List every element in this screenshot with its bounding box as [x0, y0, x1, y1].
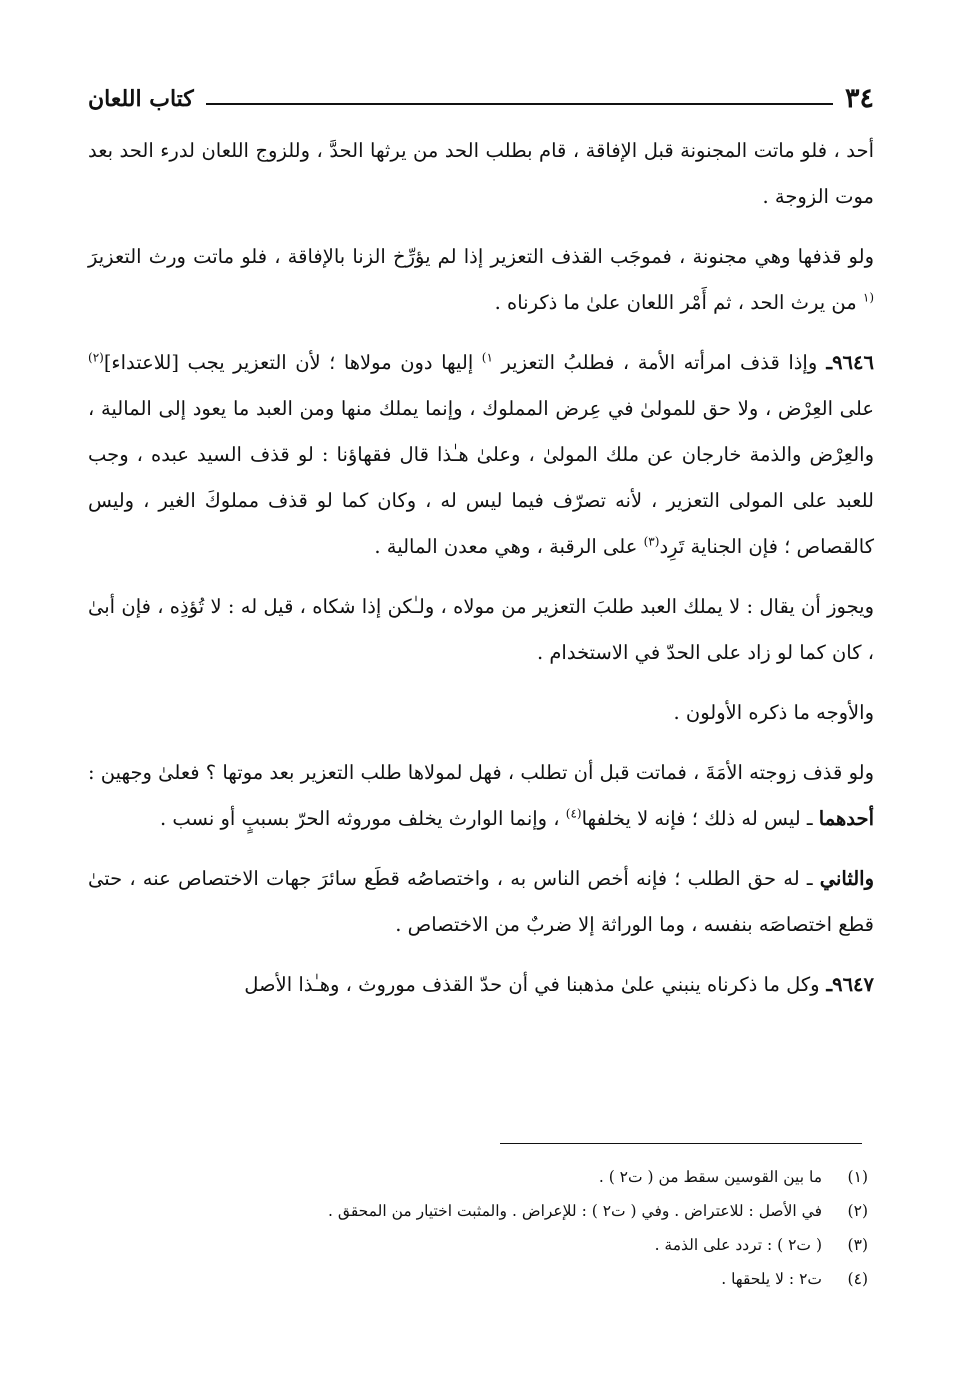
bold-term: والثاني	[819, 867, 874, 890]
paragraph	[88, 340, 874, 570]
paragraph-text: أحد ، فلو ماتت المجنونة قبل الإفاقة ، قام بطلب الحد من يرثها الحدَّ ، وللزوج اللعان لدرء الحد بعد موت الزوجة .	[88, 139, 874, 208]
paragraph	[88, 962, 874, 1008]
paragraph-text: وكل ما ذكرناه ينبني علىٰ مذهبنا في أن حدّ القذف موروث ، وهـٰذا الأصل	[244, 973, 820, 996]
paragraph	[88, 584, 874, 676]
paragraph	[88, 750, 874, 842]
footnote-number: (٤)	[847, 1270, 868, 1288]
footnote	[88, 1194, 868, 1228]
section-number: ٩٦٤٦ـ	[817, 351, 874, 374]
footnote-marker: (٢)	[88, 350, 104, 365]
footnote-text: في الأصل : للاعتراض . وفي ( ت٢ ) : للإعراض . والمثبت اختيار من المحقق .	[328, 1202, 822, 1220]
footnotes	[88, 1160, 868, 1296]
footnote-number: (٣)	[847, 1236, 868, 1254]
paragraph-text: على العِرْض ، ولا حق للمولىٰ في عِرض المملوك ، وإنما يملك منها ومن العبد ما يعود إلى المالية ، والعِرْض والذمة خارجان عن ملك المولىٰ ، وعلىٰ هـٰذا قال فقهاؤنا : لو قذف السيد عبده ، وجب للعبد على المولى التعزير ، لأنه تصرّف فيما ليس له ، وكان كما لو قذف مملوكَ الغير ، وليس كالقصاص ؛ فإن الجناية تَرِد	[88, 397, 874, 558]
paragraph-text: على الرقبة ، وهي معدن المالية .	[374, 535, 644, 558]
paragraph-text: من يرث الحد ، ثم أَمْر اللعان علىٰ ما ذكرناه .	[494, 291, 863, 314]
paragraph-text: إليها دون مولاها ؛ لأن التعزير يجب [للاعتداء]	[103, 351, 482, 374]
footnote	[88, 1228, 868, 1262]
footnote-text: ما بين القوسين سقط من ( ت٢ ) .	[598, 1168, 822, 1186]
paragraph-text: ويجوز أن يقال : لا يملك العبد طلبَ التعزير من مولاه ، ولـٰكن إذا شكاه ، قيل له : لا تُؤذِه ، فإن أبىٰ ، كان كما لو زاد على الحدّ في الاستخدام .	[88, 595, 874, 664]
paragraph	[88, 128, 874, 220]
footnote-text: ت٢ : لا يلحقها .	[721, 1270, 822, 1288]
chapter-title: كتاب اللعان	[88, 86, 194, 112]
paragraph-text: ولو قذف زوجته الأمَةَ ، فماتت قبل أن تطلب ، فهل لمولاها طلب التعزير بعد موتها ؟ فعلىٰ وجهين :	[88, 761, 874, 784]
header-rule	[206, 103, 833, 105]
footnote-marker: (٤)	[565, 806, 582, 821]
footnote-text: ( ت٢ ) : تردد على الذمة .	[654, 1236, 822, 1254]
paragraph-text: ـ له حق الطلب ؛ فإنه أخص الناس به ، واختصاصُه قطَع سائرَ جهات الاختصاص عنه ، حتىٰ قطع اختصاصَه بنفسه ، وما الوراثة إلا ضربٌ من الاختصاص .	[88, 867, 874, 936]
footnote-number: (٢)	[847, 1202, 868, 1220]
paragraph	[88, 856, 874, 948]
paragraph-text: وإذا قذف امرأته الأمة ، فطلبُ التعزير	[492, 351, 818, 374]
page-number: ٣٤	[844, 83, 874, 114]
running-header	[88, 78, 874, 114]
paragraph-text: ولو قذفها وهي مجنونة ، فموجَب القذف التعزير إذا لم يؤرِّخ الزنا بالإفاقة ، فلو ماتت ورث التعزيرَ	[88, 245, 874, 268]
footnote	[88, 1160, 868, 1194]
main-text	[88, 128, 874, 1022]
footnote-marker: (١	[862, 290, 874, 305]
section-number: ٩٦٤٧ـ	[819, 973, 874, 996]
paragraph	[88, 690, 874, 736]
bold-term: أحدهما	[818, 807, 874, 830]
footnote-marker: ١)	[481, 350, 493, 365]
paragraph-text: ، وإنما الوارث يخلف موروثه الحرّ بسببٍ أو نسب .	[159, 807, 566, 830]
paragraph-text: والأوجه ما ذكره الأولون .	[673, 701, 874, 724]
footnote-number: (١)	[847, 1168, 868, 1186]
footnote-marker: (٣)	[643, 534, 660, 549]
footnote-separator	[500, 1143, 862, 1144]
footnote	[88, 1262, 868, 1296]
paragraph-text: ـ ليس له ذلك ؛ فإنه لا يخلفها	[581, 807, 819, 830]
paragraph	[88, 234, 874, 326]
